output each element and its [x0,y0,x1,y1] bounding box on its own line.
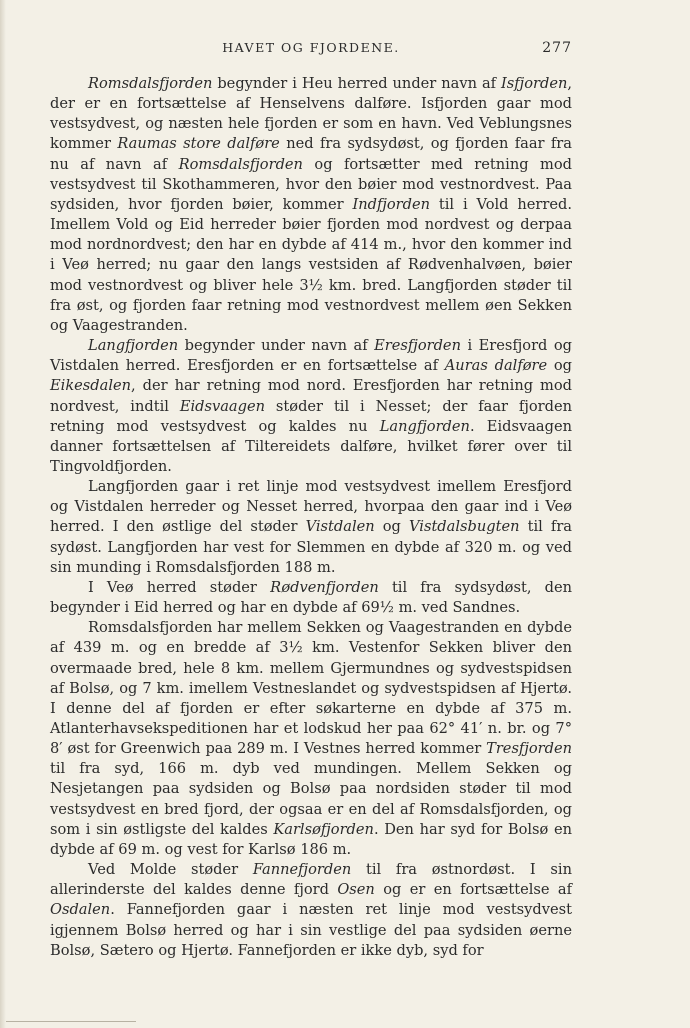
place-name: Auras dalføre [444,357,548,375]
place-name: Isfjorden [501,75,568,92]
paragraph-rodvenfjorden: I Veø herred støder Rødvenfjorden til fra sydsydøst, den begynder i Eid herred og har en dybde af 69½ m. ved Sandnes. [50,578,572,617]
place-name: Vistdalsbugten [409,518,520,536]
paragraph-romsdalsfjorden: Romsdalsfjorden begynder i Heu herred under navn af Isfjorden, der er en fortsættelse af Henselvens dalføre. Isfjorden gaar mod vestsydvest, og næsten hele fjorden er som en havn. Ved Veblungsnes kommer Raumas store dalføre ned fra sydsydøst, og fjorden faar fra nu af navn af Romsdalsfjorden og fortsætter med retning mod vestsydvest til Skothammeren, hvor den bøier mod vestnordvest. Paa sydsiden, hvor fjorden bøier, kommer Indfjorden til i Vold herred. Imellem Vold og Eid herreder bøier fjorden mod nordvest og derpaa mod nordnordvest; den har en dybde af 414 m., hvor den kommer ind i Veø herred; nu gaar den langs vestsiden af Rødvenhalvøen, bøier mod vestnordvest og bliver hele 3½ km. bred. Langfjorden støder til fra øst, og fjorden faar retning mod vestnordvest mellem øen Sekken og Vaagestranden. [50,75,573,334]
place-name: Eidsvaagen [179,397,266,415]
place-name: Romsdalsfjorden [178,155,303,173]
place-name: Vistdalen [305,518,375,536]
paragraph-romsdalsfjorden-depth: Romsdalsfjorden har mellem Sekken og Vaagestranden en dybde af 439 m. og en bredde af 3½ km. Vestenfor Sekken bliver den overmaade bred, hele 8 km. mellem Gjermundnes og sydvestspidsen af Bolsø, og 7 km. imellem Vestneslandet og sydvestspidsen af Hjertø. I denne del af fjorden er efter søkarterne en dybde af 375 m. Atlanterhavsekspeditionen har et lodskud her paa 62° 41′ n. br. og 7° 8′ øst for Greenwich paa 289 m. I Vestnes herred kommer Tresfjorden til fra syd, 166 m. dyb ved mundingen. Mellem Sekken og Nesjetangen paa sydsiden og Bolsø paa nordsiden støder til mod vestsydvest en bred fjord, der ogsaa er en del af Romsdalsfjorden, og som i sin østligste del kaldes Karlsøfjorden. Den har syd for Bolsø en dybde af 69 m. og vest for Karlsø 186 m. [50,619,572,858]
place-name: Karlsøfjorden [273,820,374,838]
page-number: 277 [542,40,572,56]
place-name: Romsdalsfjorden [88,75,213,92]
place-name: Raumas store dalføre [117,135,280,153]
place-name: Osen [337,881,375,899]
page-edge [0,0,6,1028]
place-name: Rødvenfjorden [270,578,379,596]
place-name: Fannefjorden [252,861,352,879]
paragraph-langfjorden: Langfjorden begynder under navn af Eresfjorden i Eresfjord og Vistdalen herred. Eresfjorden er en fortsættelse af Auras dalføre og Eikesdalen, der har retning mod nord. Eresfjorden har retning mod nordvest, indtil Eidsvaagen støder til i Nesset; der faar fjorden retning mod vestsydvest og kaldes nu Langfjorden. Eidsvaagen danner fortsættelsen af Tiltereidets dalføre, hvilket fører over til Tingvoldfjorden. [50,337,572,475]
paragraph-fannefjorden: Ved Molde støder Fannefjorden til fra østnordøst. I sin allerinderste del kaldes denne fjord Osen og er en fortsættelse af Osdalen. Fannefjorden gaar i næsten ret linje mod vestsydvest igjennem Bolsø herred og har i sin vestlige del paa sydsiden øerne Bolsø, Sætero og Hjertø. Fannefjorden er ikke dyb, syd for [50,861,572,959]
place-name: Osdalen [50,901,111,919]
place-name: Indfjorden [352,195,431,213]
body-text [50,74,572,961]
paragraph-langfjorden-course: Langfjorden gaar i ret linje mod vestsydvest imellem Eresfjord og Vistdalen herreder og Nesset herred, hvorpaa den gaar ind i Veø herred. I den østlige del støder Vistdalen og Vistdalsbugten til fra sydøst. Langfjorden har vest for Slemmen en dybde af 320 m. og ved sin munding i Romsdalsfjorden 188 m. [50,478,572,576]
bottom-rule [6,1021,136,1022]
place-name: Tresfjorden [486,740,572,758]
page-header [50,40,572,60]
place-name: Langfjorden [88,337,179,355]
place-name: Langfjorden [379,417,470,435]
running-head: HAVET OG FJORDENE. [222,40,400,55]
place-name: Eikesdalen [50,377,132,395]
place-name: Eresfjorden [374,337,461,355]
